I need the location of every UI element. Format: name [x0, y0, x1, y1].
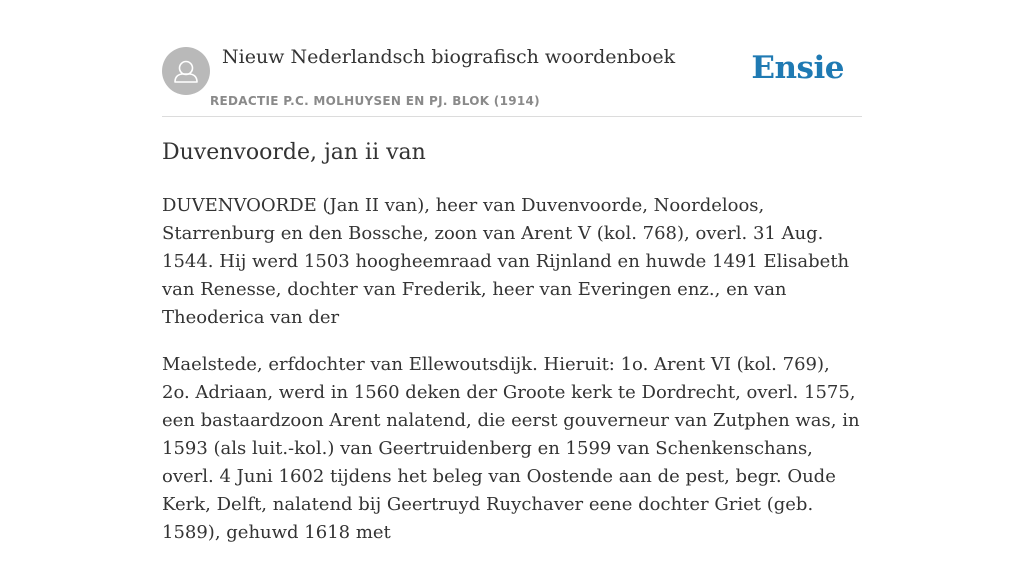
brand-logo[interactable]: Ensie — [751, 50, 844, 86]
editors-credit: REDACTIE P.C. MOLHUYSEN EN PJ. BLOK (1914) — [210, 94, 540, 108]
entry-body — [162, 192, 862, 566]
site-header — [162, 40, 862, 117]
entry-paragraph: Maelstede, erfdochter van Ellewoutsdijk. Hieruit: 1o. Arent VI (kol. 769), 2o. Adriaan, werd in 1560 deken der Groote kerk te Dordrecht, overl. 1575, een bastaardzoon Arent nalatend, die eerst gouverneur van Zutphen was, in 1593 (als luit.-kol.) van Geertruidenberg en 1599 van Schenkenschans, overl. 4 Juni 1602 tijdens het beleg van Oostende aan de pest, begr. Oude Kerk, Delft, nalatend bij Geertruyd Ruychaver eene dochter Griet (geb. 1589), gehuwd 1618 met — [162, 354, 860, 543]
entry-paragraph: DUVENVOORDE (Jan II van), heer van Duvenvoorde, Noordeloos, Starrenburg en den Bossche, zoon van Arent V (kol. 768), overl. 31 Aug. 1544. Hij werd 1503 hoogheemraad van Rijnland en huwde 1491 Elisabeth van Renesse, dochter van Frederik, heer van Everingen enz., en van Theoderica van der — [162, 195, 850, 328]
person-icon — [162, 47, 210, 95]
entry-title: Duvenvoorde, jan ii van — [162, 140, 426, 165]
book-title[interactable]: Nieuw Nederlandsch biografisch woordenboek — [222, 46, 676, 68]
